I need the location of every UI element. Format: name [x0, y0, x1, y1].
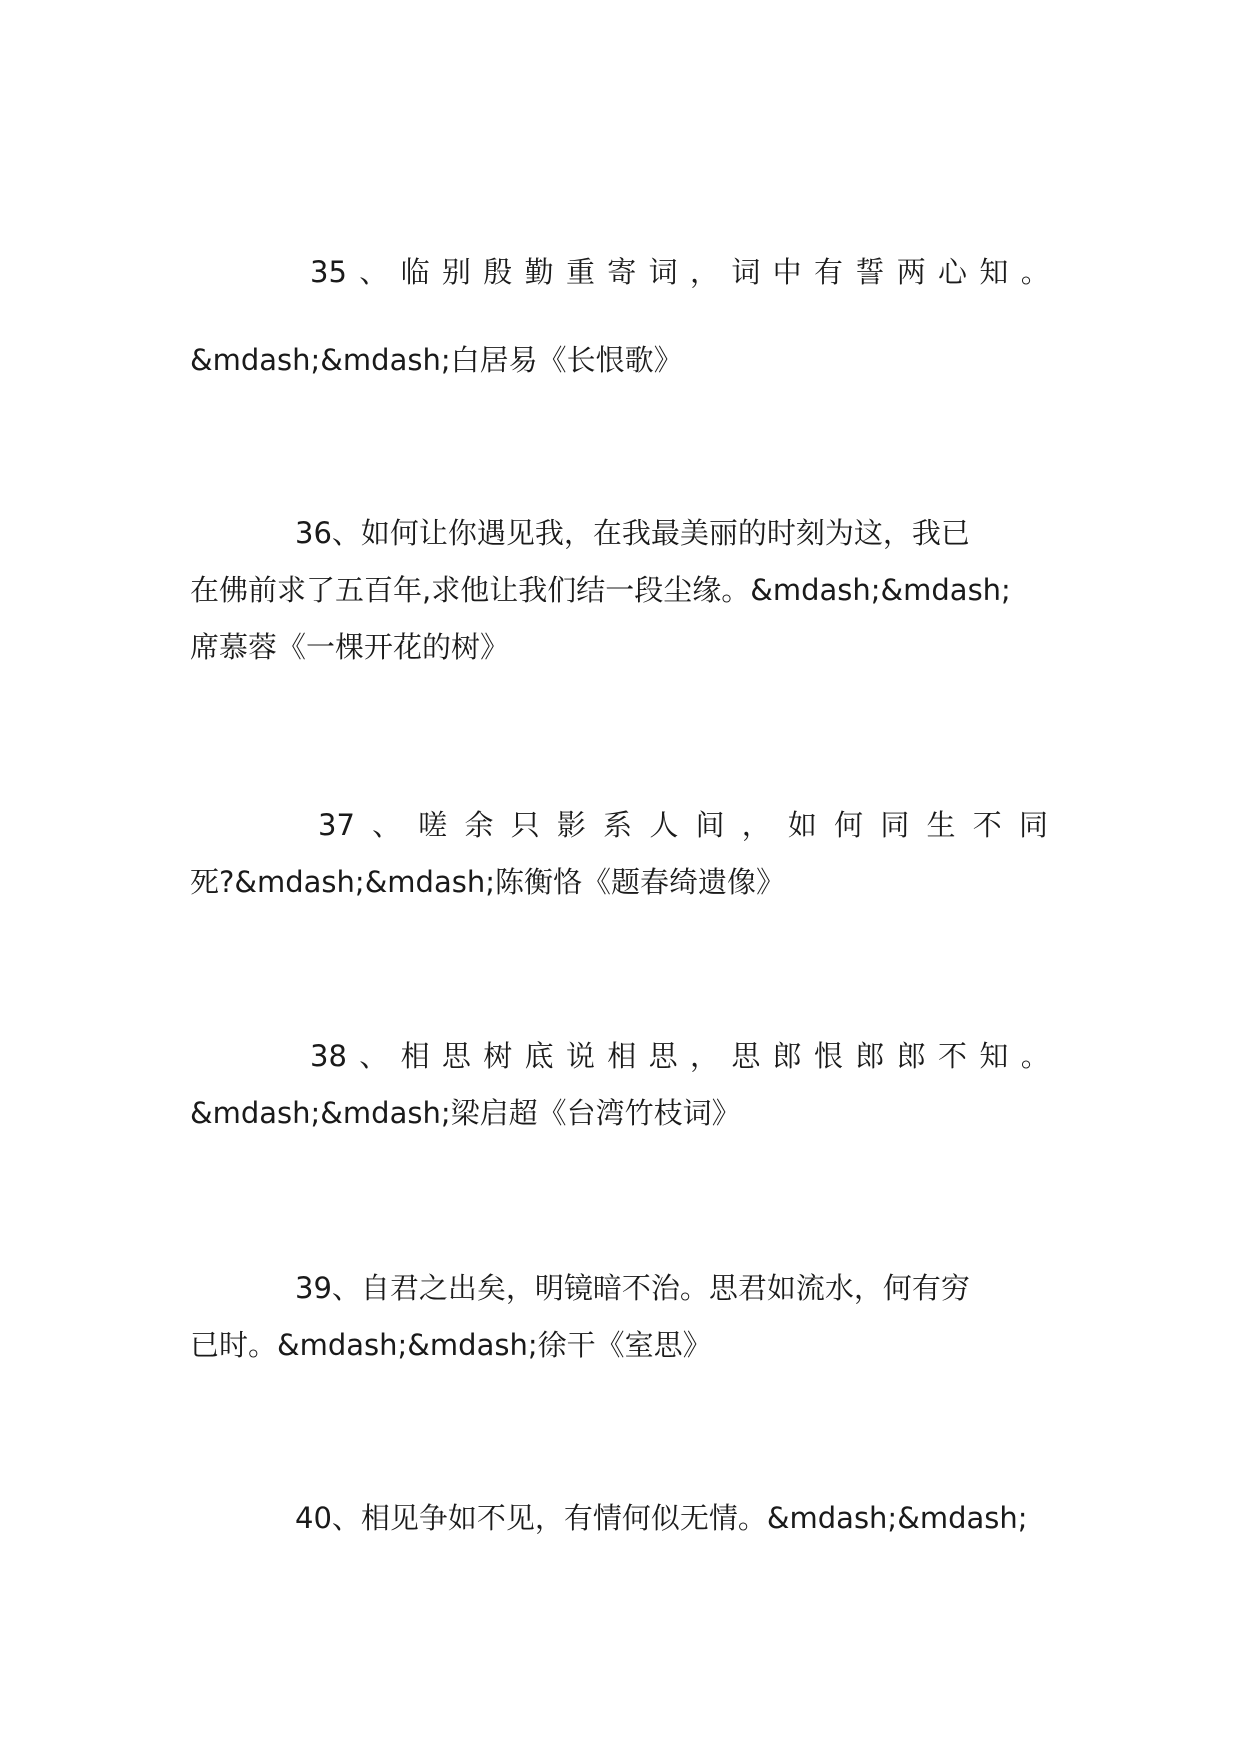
entry-token: ， [689, 1039, 719, 1073]
entry-35-line-1 [310, 252, 1050, 292]
entry-37-line-2: 死?&mdash;&mdash;陈衡恪《题春绮遗像》 [190, 865, 785, 899]
entry-token: 临 [400, 255, 430, 289]
entry-token: 生 [926, 808, 956, 842]
entry-40-line-1: 40、相见争如不见，有情何似无情。&mdash;&mdash; [295, 1501, 1028, 1535]
entry-token: 知 [979, 255, 1009, 289]
entry-token: 、 [359, 1039, 389, 1073]
entry-token: 余 [464, 808, 494, 842]
entry-token: 。 [1020, 255, 1050, 289]
entry-36-line-3: 席慕蓉《一棵开花的树》 [190, 630, 510, 664]
entry-37-line-1 [318, 805, 1048, 845]
entry-token: 有 [814, 255, 844, 289]
entry-token: 影 [556, 808, 586, 842]
entry-token: 如 [787, 808, 817, 842]
entry-token: 两 [896, 255, 926, 289]
entry-token: 相 [400, 1039, 430, 1073]
entry-39-line-1: 39、自君之出矣，明镜暗不治。思君如流水，何有穷 [295, 1271, 970, 1305]
entry-39-line-2: 已时。&mdash;&mdash;徐干《室思》 [190, 1328, 712, 1362]
entry-token: 树 [483, 1039, 513, 1073]
entry-token: 恨 [814, 1039, 844, 1073]
entry-36-line-2: 在佛前求了五百年,求他让我们结一段尘缘。&mdash;&mdash; [190, 573, 1011, 607]
entry-token: 别 [441, 255, 471, 289]
entry-token: 只 [510, 808, 540, 842]
entry-token: 间 [695, 808, 725, 842]
entry-token: 殷 [483, 255, 513, 289]
entry-token: 嗟 [418, 808, 448, 842]
entry-token: 心 [938, 255, 968, 289]
entry-token: ， [741, 808, 771, 842]
entry-token: 勤 [524, 255, 554, 289]
entry-token: 相 [607, 1039, 637, 1073]
entry-36-line-1: 36、如何让你遇见我，在我最美丽的时刻为这，我已 [295, 516, 970, 550]
entry-token: 不 [972, 808, 1002, 842]
entry-token: 37 [318, 808, 355, 842]
entry-token: 38 [310, 1039, 347, 1073]
entry-token: 35 [310, 255, 347, 289]
entry-token: 人 [649, 808, 679, 842]
entry-token: 不 [938, 1039, 968, 1073]
entry-token: 、 [372, 808, 402, 842]
entry-token: 郎 [855, 1039, 885, 1073]
entry-token: 知 [979, 1039, 1009, 1073]
entry-token: 说 [565, 1039, 595, 1073]
entry-token: 誓 [855, 255, 885, 289]
entry-token: 、 [359, 255, 389, 289]
entry-35-line-2: &mdash;&mdash;白居易《长恨歌》 [190, 343, 683, 377]
entry-token: ， [689, 255, 719, 289]
entry-token: 重 [565, 255, 595, 289]
entry-token: 郎 [896, 1039, 926, 1073]
entry-token: 词 [648, 255, 678, 289]
entry-token: 底 [524, 1039, 554, 1073]
entry-token: 同 [1018, 808, 1048, 842]
entry-token: 思 [648, 1039, 678, 1073]
entry-token: 寄 [607, 255, 637, 289]
entry-token: 同 [880, 808, 910, 842]
entry-token: 何 [834, 808, 864, 842]
entry-token: 。 [1020, 1039, 1050, 1073]
entry-38-line-2: &mdash;&mdash;梁启超《台湾竹枝词》 [190, 1096, 741, 1130]
entry-token: 思 [441, 1039, 471, 1073]
entry-38-line-1 [310, 1036, 1050, 1076]
entry-token: 系 [603, 808, 633, 842]
entry-token: 词 [731, 255, 761, 289]
entry-token: 郎 [772, 1039, 802, 1073]
entry-token: 中 [772, 255, 802, 289]
entry-token: 思 [731, 1039, 761, 1073]
